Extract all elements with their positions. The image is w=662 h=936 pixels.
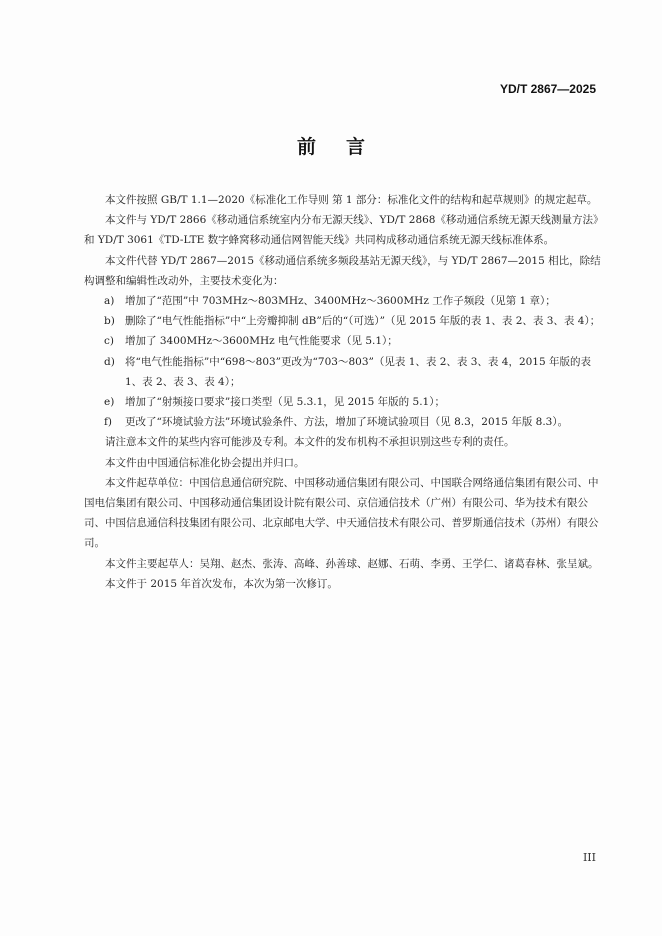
list-item — [84, 331, 608, 351]
list-item — [84, 352, 608, 392]
list-item-text: 更改了“环境试验方法”环境试验条件、方法，增加了环境试验项目（见 8.3，2015 年版 8.3）。 — [125, 416, 569, 429]
list-item — [84, 291, 608, 311]
foreword-body — [84, 190, 608, 594]
list-item-text: 增加了“范围”中 703MHz～803MHz、3400MHz～3600MHz 工作子频段（见第 1 章）； — [125, 295, 556, 308]
list-item-text: 增加了 3400MHz～3600MHz 电气性能要求（见 5.1）； — [125, 335, 398, 348]
list-item-label: a) — [104, 295, 115, 308]
change-list — [84, 291, 608, 432]
drafters: 本文件主要起草人：吴翔、赵杰、张涛、高峰、孙善球、赵娜、石萌、李勇、王学仁、诸葛春林、张呈斌。 — [105, 557, 599, 570]
list-item-label: c) — [104, 335, 114, 348]
paragraph-replacement: 本文件代替 YD/T 2867—2015《移动通信系统多频段基站无源天线》，与 YD/T 2867—2015 相比，除结构调整和编辑性改动外，主要技术变化为： — [84, 254, 601, 287]
paragraph-standard-system: 本文件与 YD/T 2866《移动通信系统室内分布无源天线》、YD/T 2868《移动通信系统无源天线测量方法》和 YD/T 3061《TD-LTE 数字蜂窝移动通信网智能天线》共同构成移动通信系统无源天线标准体系。 — [84, 214, 604, 247]
drafting-units: 本文件起草单位：中国信息通信研究院、中国移动通信集团有限公司、中国联合网络通信集团有限公司、中国电信集团有限公司、中国移动通信集团设计院有限公司、京信通信技术（广州）有限公司、华为技术有限公司、中国信息通信科技集团有限公司、北京邮电大学、中天通信技术有限公司、普罗斯通信技术（苏州）有限公司。 — [84, 476, 599, 550]
page-number: III — [582, 851, 596, 864]
list-item-text: 增加了“射频接口要求”接口类型（见 5.3.1，见 2015 年版的 5.1）； — [125, 396, 445, 409]
list-item — [84, 311, 608, 331]
publication-history: 本文件于 2015 年首次发布，本次为第一次修订。 — [105, 577, 338, 590]
list-item-label: f) — [104, 416, 112, 429]
list-item-label: b) — [104, 315, 115, 328]
patent-notice: 请注意本文件的某些内容可能涉及专利。本文件的发布机构不承担识别这些专利的责任。 — [105, 436, 515, 449]
page-title: 前言 — [296, 136, 395, 158]
list-item-text: 删除了“电气性能指标”中“上旁瓣抑制 dB”后的“（可选）”（见 2015 年版的表 1、表 2、表 3、表 4）； — [125, 315, 601, 328]
list-item-label: d) — [104, 355, 115, 368]
paragraph-drafting-rules: 本文件按照 GB/T 1.1—2020《标准化工作导则 第 1 部分：标准化文件的结构和起草规则》的规定起草。 — [105, 194, 598, 206]
list-item-label: e) — [104, 396, 115, 409]
document-code: YD/T 2867—2025 — [499, 82, 596, 96]
list-item-text: 将“电气性能指标”中“698～803”更改为“703～803”（见表 1、表 2、表 3、表 4，2015 年版的表 1、表 2、表 3、表 4）； — [125, 355, 592, 388]
list-item — [84, 392, 608, 412]
list-item — [84, 412, 608, 432]
proposer-statement: 本文件由中国通信标准化协会提出并归口。 — [105, 456, 305, 469]
